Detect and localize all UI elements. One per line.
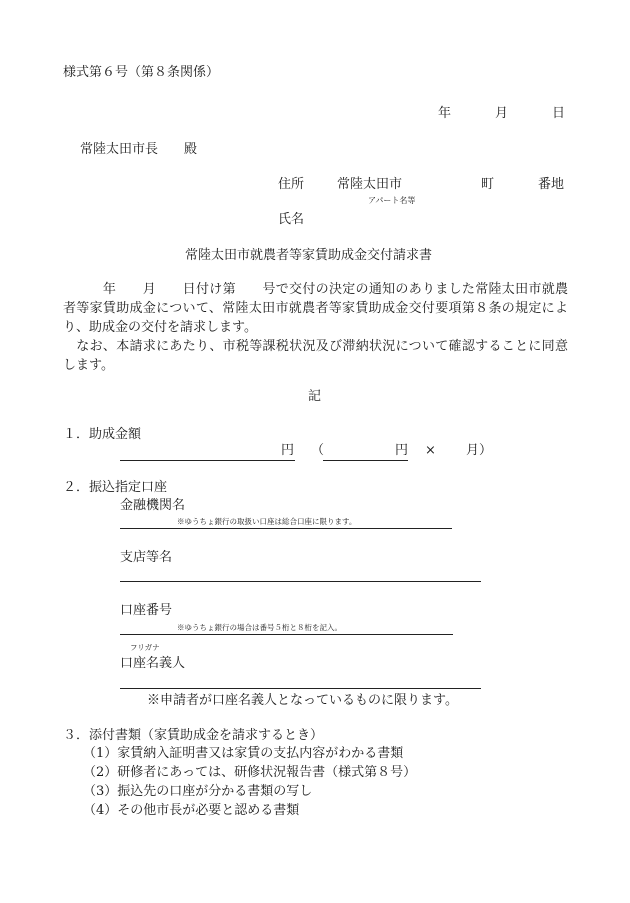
bank-note: ※ゆうちょ銀行の取扱い口座は総合口座に限ります。: [177, 517, 357, 526]
account-holder-label: 口座名義人: [120, 656, 186, 671]
branch-label: 支店等名: [120, 550, 173, 565]
amount-times-sign: ×: [425, 443, 436, 458]
address-banchi: 番地: [538, 177, 565, 192]
attachment-item: （1）家賃納入証明書又は家賃の支払内容がわかる書類: [83, 746, 404, 761]
account-heading: ２．振込指定口座: [63, 480, 168, 495]
address-city: 常陸太田市: [337, 177, 403, 192]
account-number-label: 口座番号: [120, 603, 173, 618]
amount-monthly-field[interactable]: [323, 460, 408, 461]
account-holder-field[interactable]: [120, 688, 481, 689]
date-year-label: 年: [438, 106, 452, 121]
body-paragraph-2: なお、本請求にあたり、市税等課税状況及び滞納状況について確認することに同意します。: [63, 339, 568, 373]
attachment-item: （2）研修者にあっては、研修状況報告書（様式第８号）: [83, 765, 417, 780]
address-town: 町: [481, 177, 495, 192]
apartment-note: アパート名等: [368, 196, 416, 205]
amount-heading: １．助成金額: [63, 427, 142, 442]
address-label: 住所: [278, 177, 305, 192]
attachment-item: （3）振込先の口座が分かる書類の写し: [83, 784, 313, 799]
date-month-label: 月: [495, 106, 509, 121]
ki-heading: 記: [308, 389, 322, 404]
account-number-field[interactable]: [120, 634, 453, 635]
account-number-note: ※ゆうちょ銀行の場合は番号５桁と８桁を記入。: [177, 623, 342, 632]
bank-label: 金融機関名: [120, 498, 186, 513]
attachments-heading: ３．添付書類（家賃助成金を請求するとき）: [63, 728, 324, 743]
account-holder-note: ※申請者が口座名義人となっているものに限ります。: [147, 693, 458, 708]
amount-open-paren: （: [311, 443, 325, 458]
branch-name-field[interactable]: [120, 581, 481, 582]
amount-yen-label: 円: [281, 443, 295, 458]
amount-total-field[interactable]: [120, 460, 295, 461]
document-title: 常陸太田市就農者等家賃助成金交付請求書: [185, 248, 433, 263]
addressee: 常陸太田市長 殿: [80, 142, 198, 157]
form-number: 様式第６号（第８条関係）: [63, 65, 220, 80]
furigana-label: フリガナ: [130, 643, 160, 652]
amount-yen2-label: 円: [395, 443, 409, 458]
amount-months-label: 月）: [466, 443, 493, 458]
body-paragraph-1: 年 月 日付け第 号で交付の決定の通知のありました常陸太田市就農者等家賃助成金について、常陸太田市就農者等家賃助成金交付要項第８条の規定により、助成金の交付を請求します。: [63, 282, 568, 335]
name-label: 氏名: [278, 212, 305, 227]
bank-name-field[interactable]: [120, 528, 452, 529]
date-day-label: 日: [552, 106, 566, 121]
attachment-item: （4）その他市長が必要と認める書類: [83, 803, 300, 818]
